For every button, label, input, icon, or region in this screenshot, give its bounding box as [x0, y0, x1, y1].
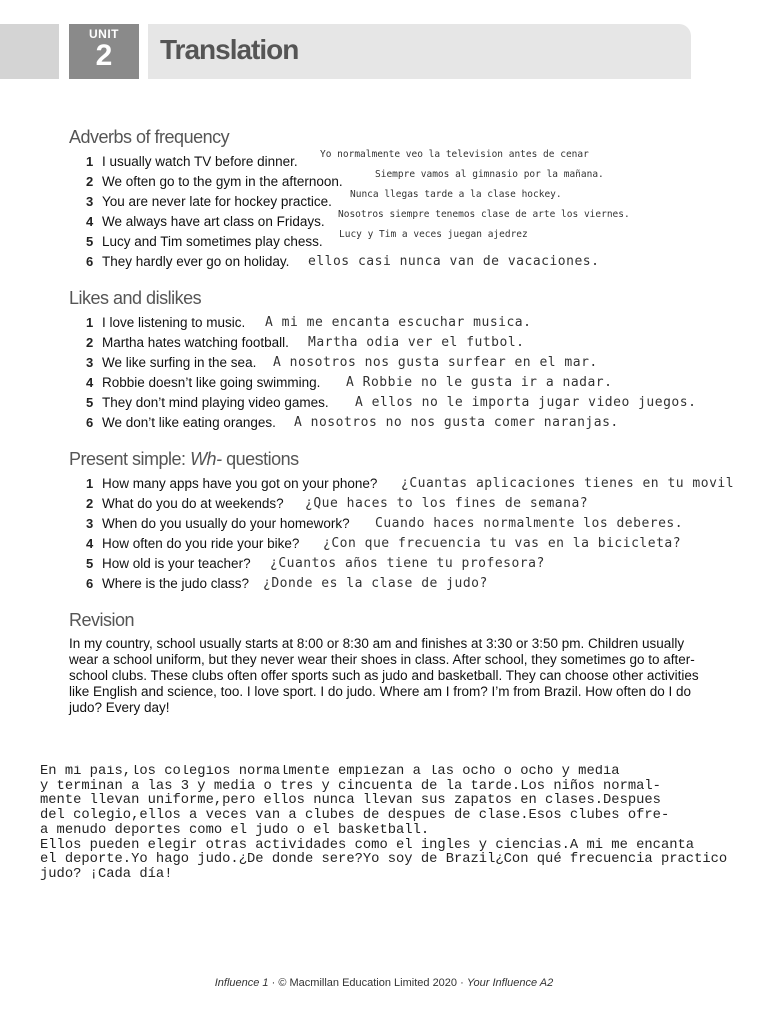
answer-text: Nosotros siempre tenemos clase de arte los viernes.	[338, 209, 630, 220]
item-number: 5	[86, 234, 94, 249]
item-number: 6	[86, 415, 94, 430]
answer-text: Martha odia ver el futbol.	[308, 335, 525, 350]
section-title-adverbs: Adverbs of frequency	[69, 127, 230, 147]
item-number: 6	[86, 254, 94, 269]
item-number: 5	[86, 556, 94, 571]
page-title-bar	[148, 24, 691, 79]
item-number: 3	[86, 516, 94, 531]
item-number: 4	[86, 536, 94, 551]
item-number: 3	[86, 355, 94, 370]
translation-line: y terminan a las 3 y media o tres y cincuenta de la tarde.Los niños normal-	[40, 778, 661, 794]
item-question: I usually watch TV before dinner.	[102, 154, 298, 169]
answer-text: Nunca llegas tarde a la clase hockey.	[350, 189, 562, 200]
translation-line: Ellos pueden elegir otras actividades como el ingles y ciencias.A mi me encanta	[40, 837, 695, 853]
answer-text: Lucy y Tim a veces juegan ajedrez	[339, 229, 528, 240]
page-footer	[0, 977, 768, 989]
translation-line: el deporte.Yo hago judo.¿De donde sere?Yo soy de Brazil¿Con qué frecuencia practico	[40, 852, 728, 868]
section-title-likes: Likes and dislikes	[69, 288, 202, 308]
item-question: Robbie doesn’t like going swimming.	[102, 375, 321, 390]
section-title-prefix: Present simple:	[69, 449, 191, 469]
item-number: 2	[86, 174, 94, 189]
item-question: When do you usually do your homework?	[102, 516, 350, 531]
answer-text: A nosotros no nos gusta comer naranjas.	[294, 415, 619, 430]
header-left-bar	[0, 24, 59, 79]
translation-line: a menudo deportes como el judo o el basketball.	[40, 822, 430, 838]
footer-series: Your Influence A2	[466, 977, 554, 989]
section-title-suffix: questions	[221, 449, 299, 469]
item-question: How old is your teacher?	[102, 556, 251, 571]
footer-book-title: Influence 1	[214, 977, 269, 989]
section-title-italic: Wh-	[190, 449, 222, 469]
answer-text: A Robbie no le gusta ir a nadar.	[346, 375, 613, 390]
revision-paragraph	[69, 636, 699, 716]
answer-text: Siempre vamos al gimnasio por la mañana.	[375, 169, 604, 180]
answer-text: A nosotros nos gusta surfear en el mar.	[273, 355, 598, 370]
item-question: We always have art class on Fridays.	[102, 214, 325, 229]
translation-line: judo? ¡Cada día!	[40, 866, 173, 882]
item-number: 3	[86, 194, 94, 209]
item-question: We often go to the gym in the afternoon.	[102, 174, 343, 189]
answer-text: A ellos no le importa jugar video juegos.	[355, 395, 697, 410]
item-number: 2	[86, 496, 94, 511]
item-question: I love listening to music.	[102, 315, 246, 330]
item-question: You are never late for hockey practice.	[102, 194, 332, 209]
answer-text: ellos casi nunca van de vacaciones.	[308, 254, 600, 269]
item-question: We like surfing in the sea.	[102, 355, 257, 370]
typed-translation	[40, 765, 768, 883]
unit-badge	[69, 24, 139, 79]
answer-text: A mi me encanta escuchar musica.	[265, 315, 532, 330]
item-question: They don’t mind playing video games.	[102, 395, 329, 410]
item-question: Martha hates watching football.	[102, 335, 289, 350]
item-question: How many apps have you got on your phone?	[102, 476, 378, 491]
item-question: Lucy and Tim sometimes play chess.	[102, 234, 323, 249]
item-number: 4	[86, 375, 94, 390]
unit-label: UNIT	[89, 27, 119, 41]
translation-line: del colegio,ellos a veces van a clubes de despues de clase.Esos clubes ofre-	[40, 808, 670, 824]
item-question: How often do you ride your bike?	[102, 536, 300, 551]
answer-text: Cuando haces normalmente los deberes.	[375, 516, 684, 531]
answer-text: ¿Cuantos años tiene tu profesora?	[270, 556, 545, 571]
section-title-revision: Revision	[69, 610, 135, 630]
translation-line: En mi pais,los colegios normalmente empiezan a las ocho o ocho y media	[40, 765, 620, 779]
item-question: What do you do at weekends?	[102, 496, 284, 511]
item-number: 4	[86, 214, 94, 229]
answer-text: ¿Con que frecuencia tu vas en la bicicleta?	[323, 536, 682, 551]
answer-text: ¿Donde es la clase de judo?	[263, 576, 488, 591]
item-number: 6	[86, 576, 94, 591]
item-number: 5	[86, 395, 94, 410]
section-title-present-simple	[69, 449, 299, 470]
revision-text: In my country, school usually starts at 8:00 or 8:30 am and finishes at 3:30 or 3:50 pm. Children usually wear a school uniform, but they never wear their shoes in class. After school, they sometimes go to after-school clubs. These clubs often offer sports such as judo and basketball. They can choose other activities like English and science, too. I love sport. I do judo. Where am I from? I’m from Brazil. How often do I do judo? Every day!	[69, 636, 699, 715]
answer-text: ¿Que haces to los fines de semana?	[305, 496, 589, 511]
unit-number: 2	[95, 39, 113, 72]
page-title: Translation	[160, 34, 299, 65]
translation-line: mente llevan uniforme,pero ellos nunca llevan sus zapatos en clases.Despues	[40, 793, 661, 809]
answer-text: Yo normalmente veo la television antes de cenar	[320, 149, 589, 160]
item-number: 1	[86, 315, 94, 330]
item-question: They hardly ever go on holiday.	[102, 254, 290, 269]
item-number: 1	[86, 476, 94, 491]
footer-copyright: · © Macmillan Education Limited 2020 ·	[268, 977, 467, 989]
item-question: Where is the judo class?	[102, 576, 250, 591]
item-number: 1	[86, 154, 94, 169]
item-number: 2	[86, 335, 94, 350]
answer-text: ¿Cuantas aplicaciones tienes en tu movil	[401, 476, 735, 491]
item-question: We don’t like eating oranges.	[102, 415, 276, 430]
